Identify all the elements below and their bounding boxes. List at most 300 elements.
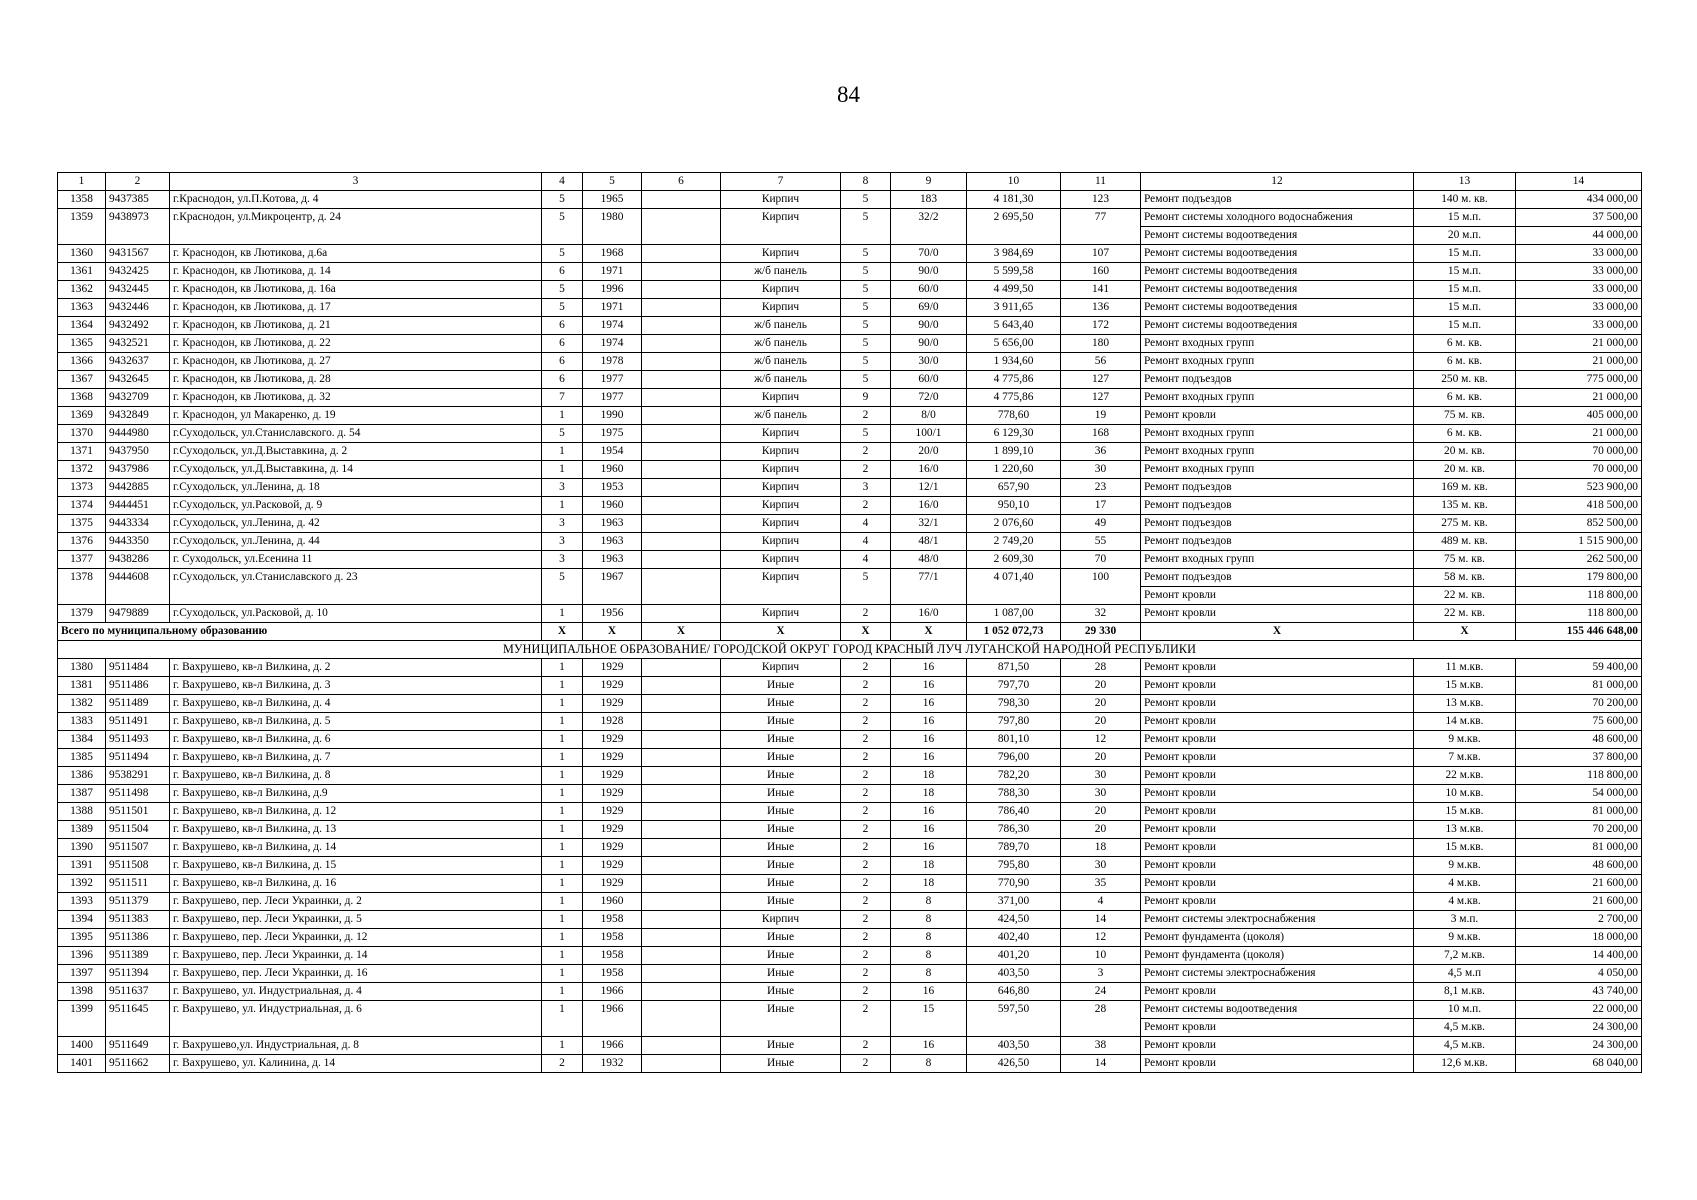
table-cell: 16 [891,839,967,857]
table-cell: г.Суходольск, ул.Расковой, д. 10 [170,605,542,623]
table-cell: Ремонт входных групп [1141,461,1414,479]
table-cell [642,425,721,443]
table-cell: г. Вахрушево, кв-л Вилкина, д. 6 [170,731,542,749]
table-cell: 56 [1061,353,1141,371]
table-cell: 1360 [58,245,106,263]
table-cell: 9511394 [106,965,170,983]
table-cell: 16 [891,659,967,677]
table-cell: 90/0 [891,317,967,335]
table-cell: г. Краснодон, кв Лютикова, д. 27 [170,353,542,371]
table-cell: 3 [1061,965,1141,983]
table-cell: 1971 [583,263,642,281]
table-cell: Иные [721,713,841,731]
table-cell: Иные [721,803,841,821]
table-cell: 796,00 [967,749,1061,767]
table-cell: Ремонт подъездов [1141,191,1414,209]
table-cell: 16 [891,731,967,749]
table-cell: 9 м.кв. [1414,857,1516,875]
table-cell: 1379 [58,605,106,623]
table-cell: 8/0 [891,407,967,425]
table-cell: г.Суходольск, ул.Д.Выставкина, д. 14 [170,461,542,479]
table-cell: 9444608 [106,569,170,587]
table-cell: 2 695,50 [967,209,1061,227]
table-cell: 1 220,60 [967,461,1061,479]
table-cell: 1958 [583,929,642,947]
table-cell: 4 775,86 [967,371,1061,389]
table-cell: 1960 [583,497,642,515]
table-cell [642,1055,721,1073]
table-cell: Иные [721,893,841,911]
table-cell [170,227,542,245]
table-cell: Иные [721,839,841,857]
table-cell: Ремонт кровли [1141,857,1414,875]
table-cell: 1 [542,821,583,839]
column-header: 6 [642,173,721,191]
table-cell: 70 000,00 [1516,443,1642,461]
table-cell: 44 000,00 [1516,227,1642,245]
table-row [58,911,1642,929]
table-row [58,353,1642,371]
table-row [58,335,1642,353]
table-cell [170,587,542,605]
table-cell: 1387 [58,785,106,803]
table-cell: 5 [841,335,891,353]
table-cell: Иные [721,785,841,803]
table-cell: 8 [891,1055,967,1073]
table-cell [170,1019,542,1037]
table-cell: Ремонт кровли [1141,1037,1414,1055]
table-cell: 1396 [58,947,106,965]
table-cell: 5 [841,245,891,263]
table-cell: Ремонт кровли [1141,1019,1414,1037]
table-cell: 871,50 [967,659,1061,677]
table-cell: г. Вахрушево, кв-л Вилкина, д. 8 [170,767,542,785]
table-cell: 90/0 [891,335,967,353]
table-cell: 70 [1061,551,1141,569]
table-cell: 180 [1061,335,1141,353]
table-cell: 8 [891,965,967,983]
table-cell: г. Вахрушево, кв-л Вилкина, д. 15 [170,857,542,875]
table-cell: 788,30 [967,785,1061,803]
table-cell: 81 000,00 [1516,803,1642,821]
table-cell: г. Вахрушево, кв-л Вилкина, д. 3 [170,677,542,695]
table-row [58,893,1642,911]
table-cell: г.Суходольск, ул.Станиславского. д. 54 [170,425,542,443]
table-cell: 1929 [583,695,642,713]
table-cell: г. Вахрушево, кв-л Вилкина, д. 16 [170,875,542,893]
table-cell: 1385 [58,749,106,767]
table-cell: 1384 [58,731,106,749]
table-cell: 1929 [583,749,642,767]
table-cell: 1 [542,893,583,911]
table-cell: Кирпич [721,533,841,551]
table-cell: 6 [542,353,583,371]
table-cell [642,677,721,695]
table-cell: Ремонт фундамента (цоколя) [1141,929,1414,947]
table-cell: 20 м. кв. [1414,443,1516,461]
table-cell [891,587,967,605]
table-cell: г. Краснодон, кв Лютикова, д. 17 [170,299,542,317]
table-cell: 81 000,00 [1516,839,1642,857]
table-cell: Иные [721,1001,841,1019]
table-cell: Ремонт системы электроснабжения [1141,965,1414,983]
table-row [58,281,1642,299]
table-cell: 3 911,65 [967,299,1061,317]
table-cell: 118 800,00 [1516,605,1642,623]
table-cell: г. Вахрушево, пер. Леси Украинки, д. 2 [170,893,542,911]
table-cell [642,929,721,947]
table-cell: 18 [891,785,967,803]
table-cell: 1398 [58,983,106,1001]
column-header: 10 [967,173,1061,191]
table-cell: 789,70 [967,839,1061,857]
table-cell: 5 [542,209,583,227]
table-cell: Ремонт кровли [1141,803,1414,821]
table-cell: 401,20 [967,947,1061,965]
table-row [58,605,1642,623]
table-cell: 3 984,69 [967,245,1061,263]
table-cell [642,587,721,605]
table-cell [583,1019,642,1037]
table-cell: г. Вахрушево, кв-л Вилкина, д. 12 [170,803,542,821]
table-cell: 1960 [583,461,642,479]
table-cell: Ремонт входных групп [1141,551,1414,569]
table-cell: 18 [891,875,967,893]
table-cell [721,587,841,605]
table-cell: 20 [1061,713,1141,731]
table-cell: 1 [542,911,583,929]
table-cell: 9511491 [106,713,170,731]
table-cell: 1 [542,1037,583,1055]
table-cell: 48 600,00 [1516,857,1642,875]
table-cell [542,1019,583,1037]
table-cell: 1929 [583,839,642,857]
table-cell: 1929 [583,659,642,677]
table-cell: 9511511 [106,875,170,893]
table-cell: 9432425 [106,263,170,281]
table-cell: Иные [721,929,841,947]
table-cell: 13 м.кв. [1414,821,1516,839]
table-cell: 2 [841,731,891,749]
table-cell: Ремонт кровли [1141,1055,1414,1073]
table-cell: 2 [841,461,891,479]
table-cell: Кирпич [721,281,841,299]
table-cell: 1963 [583,515,642,533]
table-cell: 1393 [58,893,106,911]
table-row [58,947,1642,965]
table-cell: г. Вахрушево, кв-л Вилкина, д. 13 [170,821,542,839]
table-cell: 1966 [583,1037,642,1055]
table-cell: 1 [542,605,583,623]
table-cell: 1965 [583,191,642,209]
table-cell: 2 700,00 [1516,911,1642,929]
table-cell [642,659,721,677]
table-cell: 70 000,00 [1516,461,1642,479]
table-cell: 786,30 [967,821,1061,839]
table-cell: 9432446 [106,299,170,317]
column-header: 14 [1516,173,1642,191]
table-cell [642,875,721,893]
table-cell: 371,00 [967,893,1061,911]
table-cell: 12 [1061,929,1141,947]
table-cell: 90/0 [891,263,967,281]
table-cell: 1 [542,947,583,965]
table-cell [642,299,721,317]
table-cell: 1929 [583,677,642,695]
table-cell: 20 [1061,749,1141,767]
table-cell [642,479,721,497]
table-row [58,965,1642,983]
table-cell: 8 [891,911,967,929]
table-cell [642,821,721,839]
table-cell: 4 [841,551,891,569]
table-cell: 11 м.кв. [1414,659,1516,677]
table-cell [642,1037,721,1055]
table-cell: 16 [891,695,967,713]
table-cell: 9444451 [106,497,170,515]
table-cell: 12,6 м.кв. [1414,1055,1516,1073]
table-cell: 402,40 [967,929,1061,947]
table-cell: 9431567 [106,245,170,263]
table-cell: 1401 [58,1055,106,1073]
table-cell: 9511637 [106,983,170,1001]
table-row [58,263,1642,281]
table-cell: 36 [1061,443,1141,461]
table-cell: 2 [841,605,891,623]
table-cell: 1 [542,1001,583,1019]
table-cell: 4 050,00 [1516,965,1642,983]
table-cell: 1 [542,677,583,695]
table-cell [642,335,721,353]
table-cell: 1929 [583,767,642,785]
table-row [58,497,1642,515]
table-cell: 127 [1061,371,1141,389]
table-cell: 15 м.кв. [1414,839,1516,857]
table-cell: 24 300,00 [1516,1019,1642,1037]
table-cell: 262 500,00 [1516,551,1642,569]
table-cell: 5 [841,569,891,587]
table-cell: 15 м.п. [1414,209,1516,227]
table-cell: г. Вахрушево, пер. Леси Украинки, д. 16 [170,965,542,983]
table-cell: 1397 [58,965,106,983]
table-cell: 2 [841,659,891,677]
table-cell: 1392 [58,875,106,893]
table-cell: 2 [841,713,891,731]
table-cell: 32 [1061,605,1141,623]
table-cell: г.Краснодон, ул.Микроцентр, д. 24 [170,209,542,227]
table-cell: 33 000,00 [1516,281,1642,299]
table-cell [967,227,1061,245]
table-cell: 1958 [583,947,642,965]
table-cell [583,587,642,605]
table-cell: 1954 [583,443,642,461]
table-cell: 9511501 [106,803,170,821]
table-cell: Ремонт кровли [1141,785,1414,803]
table-cell: 8 [891,893,967,911]
table-cell: 1990 [583,407,642,425]
table-cell: 136 [1061,299,1141,317]
table-cell: 1370 [58,425,106,443]
table-cell: 3 м.п. [1414,911,1516,929]
table-cell: Ремонт входных групп [1141,353,1414,371]
table-cell: 135 м. кв. [1414,497,1516,515]
page-number: 84 [837,82,860,107]
table-cell: 1375 [58,515,106,533]
table-cell: 801,10 [967,731,1061,749]
table-cell: 75 м. кв. [1414,551,1516,569]
table-cell: Иные [721,1055,841,1073]
table-cell [841,587,891,605]
table-cell: 30 [1061,857,1141,875]
table-cell: 15 [891,1001,967,1019]
table-cell: 2 [841,857,891,875]
table-cell: 9437986 [106,461,170,479]
table-cell: 5 [542,569,583,587]
table-cell: 2 [841,965,891,983]
table-cell: 1977 [583,371,642,389]
table-row [58,713,1642,731]
table-cell: г.Суходольск, ул.Д.Выставкина, д. 2 [170,443,542,461]
table-row-continuation [58,1019,1642,1037]
table-cell: 1394 [58,911,106,929]
table-cell: 33 000,00 [1516,245,1642,263]
table-cell: г. Вахрушево, кв-л Вилкина, д. 2 [170,659,542,677]
column-header: 8 [841,173,891,191]
table-cell: 2 [841,785,891,803]
table-row-continuation [58,587,1642,605]
total-cell: X [642,623,721,641]
table-cell: 24 300,00 [1516,1037,1642,1055]
table-cell: 1386 [58,767,106,785]
table-cell: 4 [841,515,891,533]
table-cell: 2 076,60 [967,515,1061,533]
table-cell: 4 071,40 [967,569,1061,587]
table-cell: 33 000,00 [1516,317,1642,335]
table-cell: Ремонт входных групп [1141,425,1414,443]
table-cell: Ремонт кровли [1141,587,1414,605]
table-cell: г. Краснодон, кв Лютикова, д. 14 [170,263,542,281]
table-cell: 20 [1061,803,1141,821]
table-cell: Иные [721,731,841,749]
table-cell: 1963 [583,533,642,551]
table-cell: 2 [841,803,891,821]
table-cell: 403,50 [967,965,1061,983]
table-cell: 2 [841,893,891,911]
table-cell: 1395 [58,929,106,947]
table-cell: 275 м. кв. [1414,515,1516,533]
table-cell: 1958 [583,911,642,929]
table-cell: Ремонт кровли [1141,605,1414,623]
table-cell: 183 [891,191,967,209]
table-cell: Ремонт входных групп [1141,389,1414,407]
table-cell: Кирпич [721,515,841,533]
table-cell: Ремонт кровли [1141,677,1414,695]
table-row [58,461,1642,479]
table-cell: 1373 [58,479,106,497]
table-cell: 14 400,00 [1516,947,1642,965]
table-cell: 70/0 [891,245,967,263]
table-cell: г.Краснодон, ул.П.Котова, д. 4 [170,191,542,209]
table-cell: 118 800,00 [1516,767,1642,785]
table-cell: 795,80 [967,857,1061,875]
table-cell: 21 600,00 [1516,875,1642,893]
table-cell: 9511508 [106,857,170,875]
table-cell: 9 м.кв. [1414,731,1516,749]
table-cell: Кирпич [721,299,841,317]
table-cell: 21 000,00 [1516,335,1642,353]
table-cell: 168 [1061,425,1141,443]
table-cell: 5 643,40 [967,317,1061,335]
table-cell: 72/0 [891,389,967,407]
table-cell [642,281,721,299]
table-cell: 2 [841,875,891,893]
table-row [58,569,1642,587]
table-cell: ж/б панель [721,335,841,353]
table-cell: 16 [891,983,967,1001]
table-cell: 5 [841,263,891,281]
table-cell: 68 040,00 [1516,1055,1642,1073]
table-cell [967,587,1061,605]
table-cell: 6 м. кв. [1414,389,1516,407]
table-cell: 22 000,00 [1516,1001,1642,1019]
table-cell: 1391 [58,857,106,875]
table-cell: 140 м. кв. [1414,191,1516,209]
table-cell: 9511383 [106,911,170,929]
table-cell: 12 [1061,731,1141,749]
table-cell: 1363 [58,299,106,317]
table-cell: 2 [841,983,891,1001]
table-row [58,551,1642,569]
table-cell: 9432645 [106,371,170,389]
table-cell: Ремонт подъездов [1141,479,1414,497]
table-cell: Ремонт системы водоотведения [1141,227,1414,245]
table-cell: 70 200,00 [1516,821,1642,839]
table-cell: 1978 [583,353,642,371]
table-cell: 5 [841,425,891,443]
table-cell: 70 200,00 [1516,695,1642,713]
table-cell: Иные [721,749,841,767]
table-cell: 9511662 [106,1055,170,1073]
table-row [58,875,1642,893]
table-cell: 424,50 [967,911,1061,929]
table-cell: 1 [542,965,583,983]
table-cell: 1 [542,857,583,875]
table-cell: 1 [542,839,583,857]
table-cell [642,695,721,713]
table-row [58,443,1642,461]
table-cell [642,245,721,263]
table-cell: 19 [1061,407,1141,425]
table-cell: 9511507 [106,839,170,857]
table-cell [721,1019,841,1037]
table-cell: г. Краснодон, кв Лютикова, д. 22 [170,335,542,353]
table-row [58,695,1642,713]
table-cell: 1358 [58,191,106,209]
table-cell [721,227,841,245]
table-cell: Ремонт системы водоотведения [1141,263,1414,281]
table-cell: 1 [542,803,583,821]
table-cell: г. Вахрушево, ул. Индустриальная, д. 6 [170,1001,542,1019]
table-cell: 1 [542,767,583,785]
table-cell: 6 [542,335,583,353]
table-cell: Ремонт подъездов [1141,371,1414,389]
table-cell: 1971 [583,299,642,317]
table-cell: 9511498 [106,785,170,803]
table-cell: 5 [841,209,891,227]
column-header: 13 [1414,173,1516,191]
table-cell [58,587,106,605]
table-cell: г. Суходольск, ул.Есенина 11 [170,551,542,569]
